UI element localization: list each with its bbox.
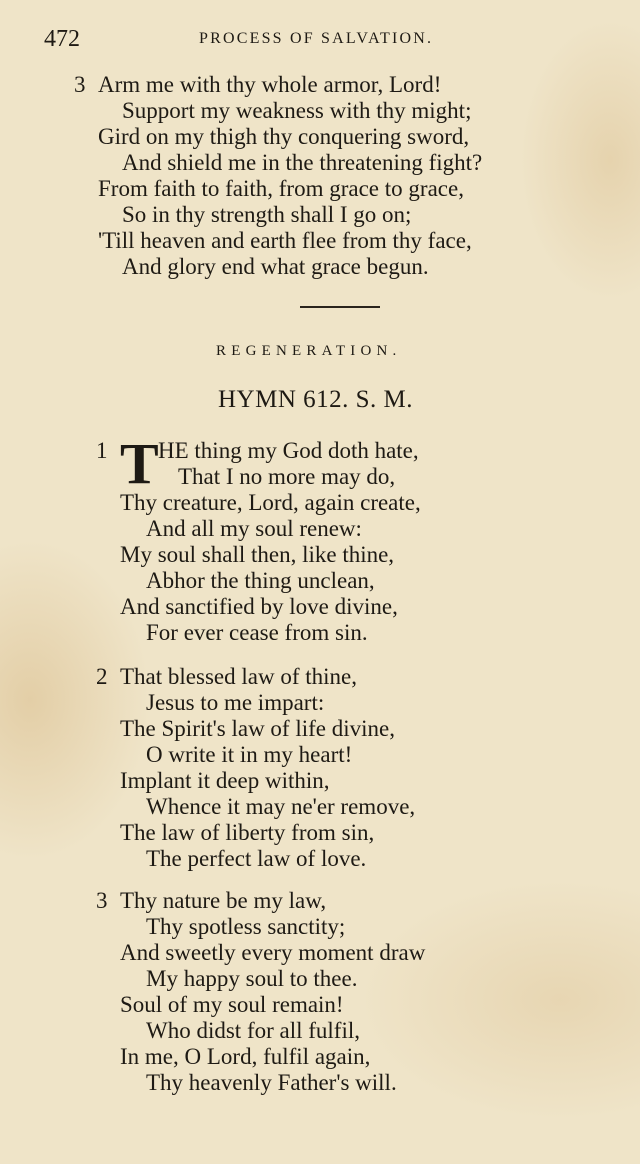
stanza-number: 2	[96, 664, 108, 689]
page-header	[44, 26, 600, 52]
verse-line: Thy nature be my law,	[120, 888, 327, 913]
verse-line: Thy spotless sanctity;	[146, 914, 346, 939]
stanza-number: 3	[74, 72, 86, 97]
verse-line: Thy heavenly Father's will.	[146, 1070, 397, 1095]
stanza-number: 1	[96, 438, 108, 463]
verse-line: HE thing my God doth hate,	[158, 438, 419, 463]
verse-line: And sanctified by love divine,	[120, 594, 398, 619]
verse-line: Support my weakness with thy might;	[122, 98, 472, 123]
verse-line: The perfect law of love.	[146, 846, 367, 871]
verse-line: And shield me in the threatening fight?	[122, 150, 483, 175]
verse-line: From faith to faith, from grace to grace,	[98, 176, 464, 201]
section-divider	[300, 306, 380, 308]
running-head: PROCESS OF SALVATION.	[199, 30, 434, 47]
verse-line: O write it in my heart!	[146, 742, 353, 767]
verse-line: My soul shall then, like thine,	[120, 542, 395, 567]
verse-line: Arm me with thy whole armor, Lord!	[98, 72, 442, 97]
section-title: REGENERATION.	[216, 343, 402, 359]
drop-cap: T	[120, 431, 159, 496]
verse-line: The law of liberty from sin,	[120, 820, 375, 845]
verse-line: Gird on my thigh thy conquering sword,	[98, 124, 470, 149]
verse-line: Abhor the thing unclean,	[146, 568, 375, 593]
verse-line: Who didst for all fulfil,	[146, 1018, 360, 1043]
verse-line: And glory end what grace begun.	[122, 254, 429, 279]
verse-line: In me, O Lord, fulfil again,	[120, 1044, 371, 1069]
verse-line: So in thy strength shall I go on;	[122, 202, 412, 227]
verse-line: Thy creature, Lord, again create,	[120, 490, 421, 515]
page-number: 472	[44, 26, 80, 52]
verse-line: That I no more may do,	[178, 464, 396, 489]
verse-line: That blessed law of thine,	[120, 664, 357, 689]
verse-line: 'Till heaven and earth flee from thy face,	[98, 228, 472, 253]
verse-line: Implant it deep within,	[120, 768, 330, 793]
stanza-number: 3	[96, 888, 108, 913]
verse-line: Whence it may ne'er remove,	[146, 794, 416, 819]
verse-line: Jesus to me impart:	[146, 690, 325, 715]
hymn-title: HYMN 612. S. M.	[218, 386, 414, 413]
verse-line: And all my soul renew:	[146, 516, 362, 541]
verse-line: My happy soul to thee.	[146, 966, 358, 991]
verse-line: For ever cease from sin.	[146, 620, 368, 645]
verse-line: And sweetly every moment draw	[120, 940, 426, 965]
verse-line: The Spirit's law of life divine,	[120, 716, 395, 741]
verse-line: Soul of my soul remain!	[120, 992, 344, 1017]
